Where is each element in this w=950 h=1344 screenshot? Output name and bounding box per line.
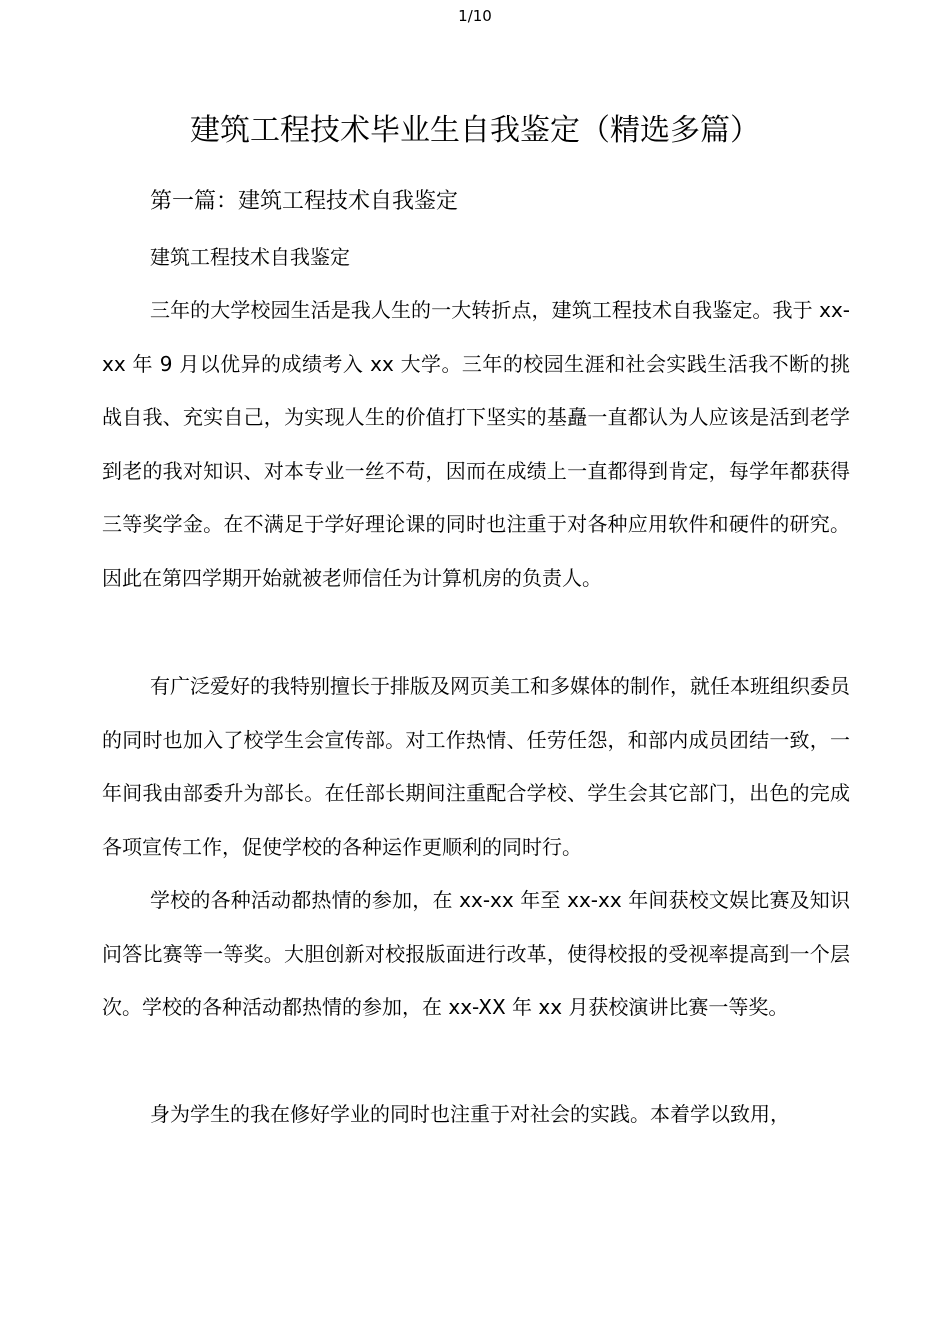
paragraph-1: 三年的大学校园生活是我人生的一大转折点，建筑工程技术自我鉴定。我于 xx-xx 年 9 月以优异的成绩考入 xx 大学。三年的校园生涯和社会实践生活我不断的挑战自我、充实自己，为实现人生的价值打下坚实的基矗一直都认为人应该是活到老学到老的我对知识、对本专业一丝不苟，因而在成绩上一直都得到肯定，每学年都获得三等奖学金。在不满足于学好理论课的同时也注重于对各种应用软件和硬件的研究。因此在第四学期开始就被老师信任为计算机房的负责人。 (102, 298, 850, 590)
paragraph-2: 有广泛爱好的我特别擅长于排版及网页美工和多媒体的制作，就任本班组织委员的同时也加入了校学生会宣传部。对工作热情、任劳任怨，和部内成员团结一致，一年间我由部委升为部长。在任部长期间注重配合学校、学生会其它部门，出色的完成各项宣传工作，促使学校的各种运作更顺利的同时行。 (102, 674, 850, 859)
section-heading: 第一篇：建筑工程技术自我鉴定 (150, 189, 459, 214)
document-title: 建筑工程技术毕业生自我鉴定（精选多篇） (190, 113, 760, 148)
page-number: 1/10 (458, 7, 492, 25)
paragraph-3: 学校的各种活动都热情的参加，在 xx-xx 年至 xx-xx 年间获校文娱比赛及知识问答比赛等一等奖。大胆创新对校报版面进行改革，使得校报的受视率提高到一个层次。学校的各种活动都热情的参加，在 xx-XX 年 xx 月获校演讲比赛一等奖。 (102, 888, 850, 1019)
paragraph-4: 身为学生的我在修好学业的同时也注重于对社会的实践。本着学以致用， (150, 1102, 790, 1126)
sub-heading: 建筑工程技术自我鉴定 (150, 245, 350, 269)
